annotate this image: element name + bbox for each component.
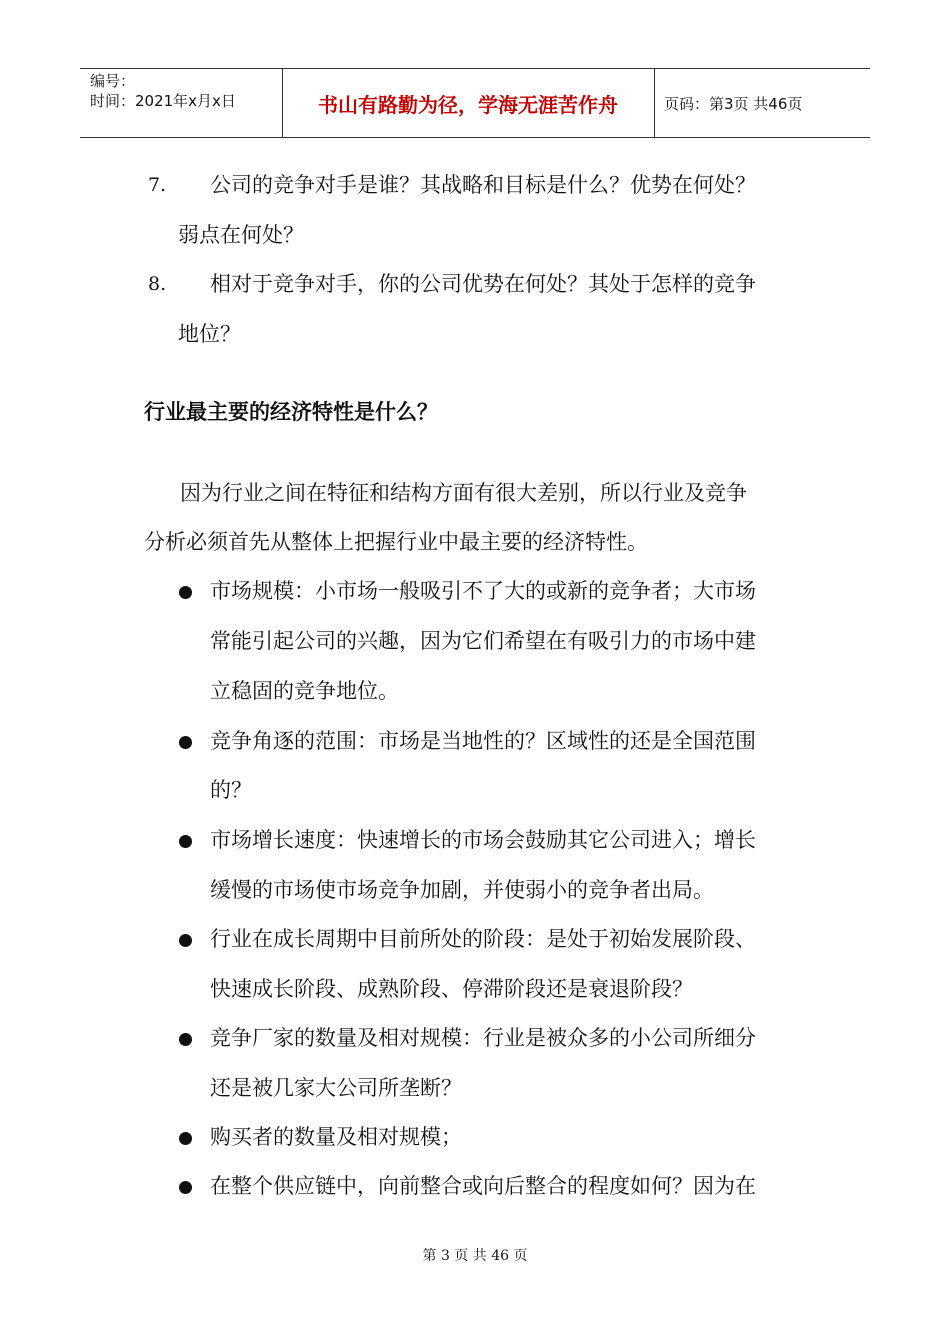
bullet-text: 常能引起公司的兴趣，因为它们希望在有吸引力的市场中建	[210, 629, 756, 653]
header-divider	[654, 69, 655, 137]
bullet-icon	[179, 1181, 192, 1194]
bullet-text: 竞争厂家的数量及相对规模：行业是被众多的小公司所细分	[210, 1026, 756, 1050]
question-text: 地位？	[178, 322, 241, 346]
page-footer: 第 3 页 共 46 页	[422, 1248, 528, 1264]
bullet-text: 购买者的数量及相对规模；	[210, 1125, 462, 1149]
bullet-icon	[179, 1033, 192, 1046]
header-meta	[90, 71, 280, 111]
bullet-icon	[179, 586, 192, 599]
date-label: 时间：2021年x月x日	[90, 92, 236, 110]
bullet-text: 缓慢的市场使市场竞争加剧，并使弱小的竞争者出局。	[210, 878, 714, 902]
bullet-text: 立稳固的竞争地位。	[210, 679, 399, 703]
bullet-icon	[179, 835, 192, 848]
bullet-icon	[179, 736, 192, 749]
bullet-text: 市场增长速度：快速增长的市场会鼓励其它公司进入；增长	[210, 828, 756, 852]
question-number: 8.	[148, 273, 167, 295]
code-label: 编号：	[90, 72, 136, 90]
question-number: 7.	[148, 174, 167, 196]
section-heading: 行业最主要的经济特性是什么？	[144, 400, 438, 424]
bullet-text: 的？	[210, 778, 252, 802]
bullet-text: 还是被几家大公司所垄断？	[210, 1076, 462, 1100]
bullet-text: 行业在成长周期中目前所处的阶段：是处于初始发展阶段、	[210, 927, 756, 951]
question-text: 弱点在何处？	[178, 223, 304, 247]
bullet-icon	[179, 1132, 192, 1145]
intro-paragraph: 分析必须首先从整体上把握行业中最主要的经济特性。	[144, 530, 648, 554]
document-header	[80, 68, 870, 138]
bullet-text: 快速成长阶段、成熟阶段、停滞阶段还是衰退阶段？	[210, 977, 693, 1001]
bullet-text: 竞争角逐的范围：市场是当地性的？区域性的还是全国范围	[210, 729, 756, 753]
bullet-icon	[179, 934, 192, 947]
question-text: 公司的竞争对手是谁？其战略和目标是什么？优势在何处？	[210, 173, 756, 197]
header-page-info: 页码：第3页 共46页	[664, 94, 803, 113]
bullet-text: 在整个供应链中，向前整合或向后整合的程度如何？因为在	[210, 1174, 756, 1198]
question-text: 相对于竞争对手，你的公司优势在何处？其处于怎样的竞争	[210, 272, 756, 296]
intro-paragraph: 因为行业之间在特征和结构方面有很大差别，所以行业及竞争	[180, 481, 747, 505]
header-motto: 书山有路勤为径，学海无涯苦作舟	[318, 92, 618, 117]
bullet-text: 市场规模：小市场一般吸引不了大的或新的竞争者；大市场	[210, 579, 756, 603]
